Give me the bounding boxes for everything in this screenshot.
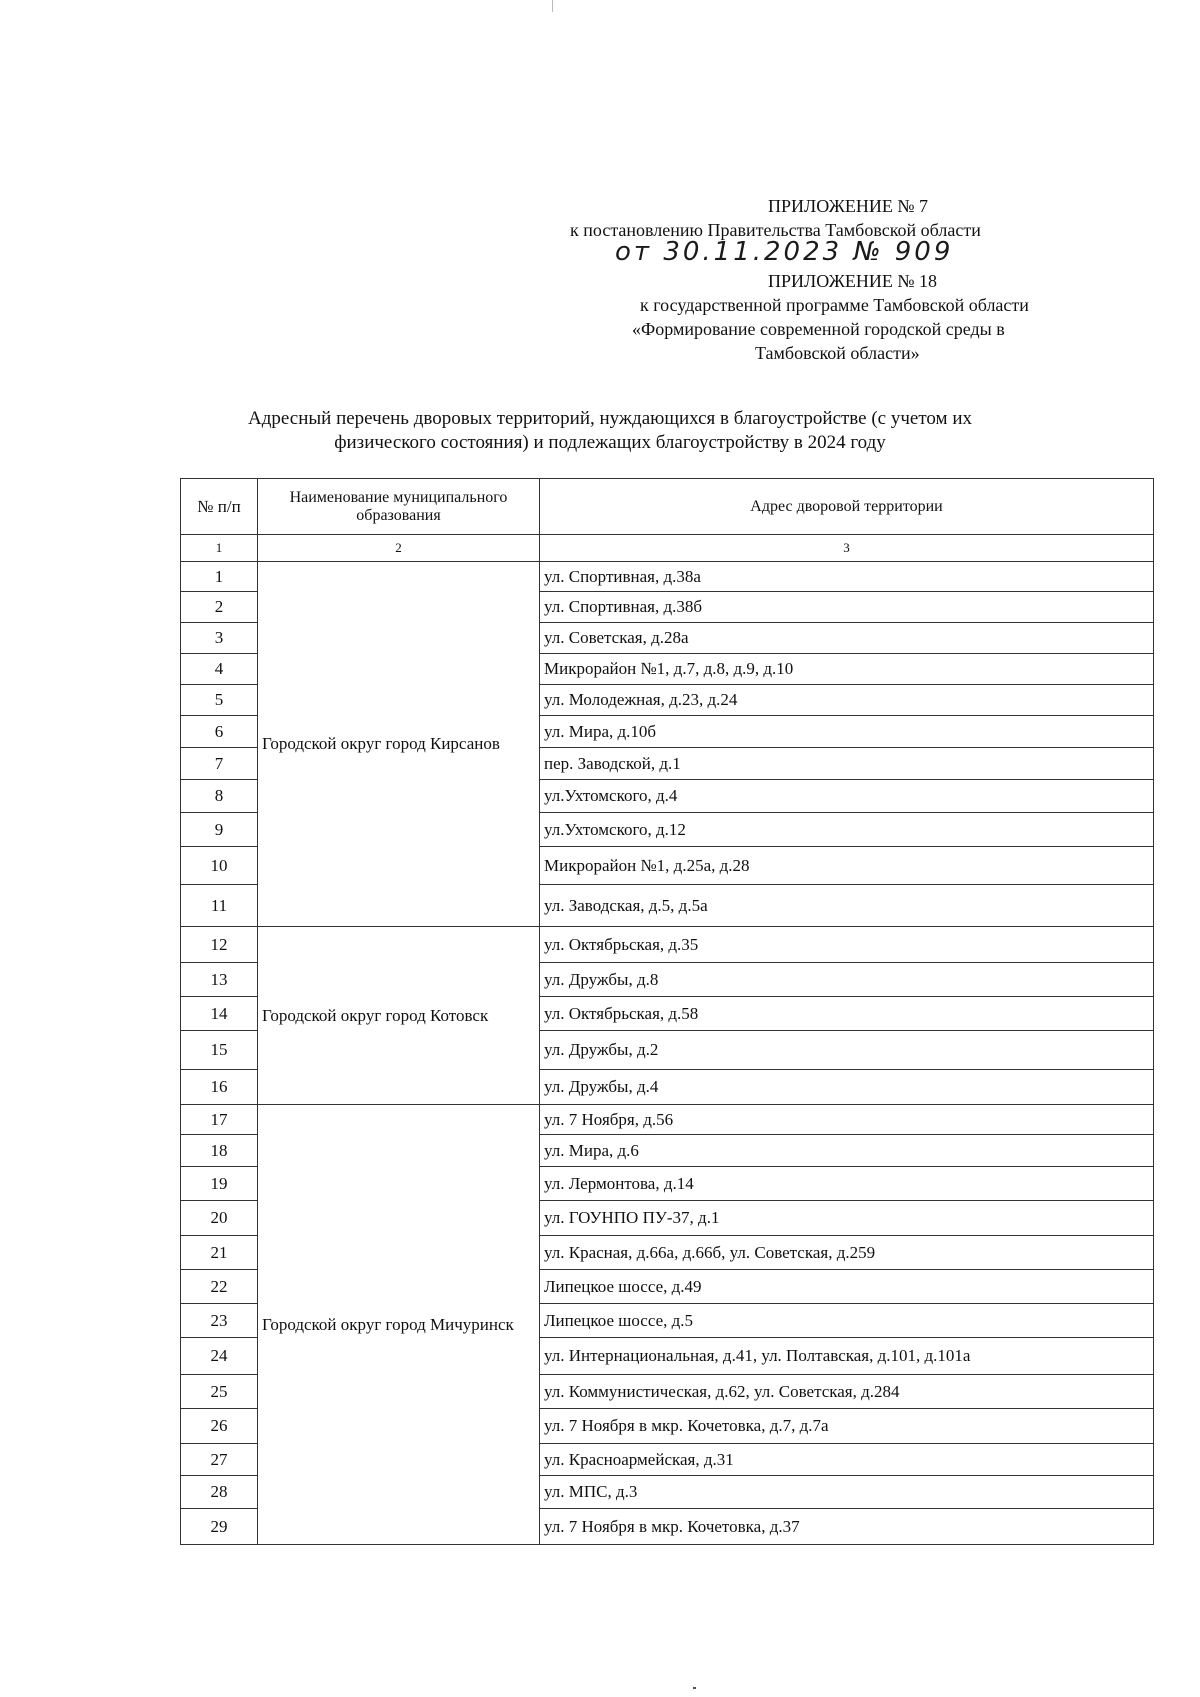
program-name-line1: «Формирование современной городской среды в (632, 319, 1005, 339)
table-header-row (181, 479, 1154, 535)
address-cell: ул. Красноармейская, д.31 (540, 1444, 1154, 1476)
document-title (180, 407, 1040, 455)
title-line2: физического состояния) и подлежащих благоустройству в 2024 году (334, 432, 886, 453)
row-number: 18 (181, 1135, 258, 1167)
row-number: 6 (181, 716, 258, 748)
address-cell: ул. Спортивная, д.38б (540, 592, 1154, 623)
row-number: 4 (181, 654, 258, 685)
column-number-3: 3 (540, 535, 1154, 562)
row-number: 20 (181, 1201, 258, 1236)
address-cell: ул. Дружбы, д.8 (540, 963, 1154, 997)
address-cell: ул. Коммунистическая, д.62, ул. Советская, д.284 (540, 1375, 1154, 1409)
row-number: 14 (181, 997, 258, 1031)
address-cell: ул. МПС, д.3 (540, 1476, 1154, 1509)
program-name-line2: Тамбовской области» (755, 343, 920, 363)
address-cell: Липецкое шоссе, д.49 (540, 1270, 1154, 1304)
address-cell: Липецкое шоссе, д.5 (540, 1304, 1154, 1338)
row-number: 17 (181, 1105, 258, 1135)
address-cell: ул. Октябрьская, д.58 (540, 997, 1154, 1031)
row-number: 25 (181, 1375, 258, 1409)
address-cell: ул.Ухтомского, д.12 (540, 813, 1154, 847)
address-cell: ул. 7 Ноября, д.56 (540, 1105, 1154, 1135)
address-cell: ул. Заводская, д.5, д.5а (540, 885, 1154, 927)
title-line1: Адресный перечень дворовых территорий, нуждающихся в благоустройстве (с учетом их (248, 408, 972, 429)
program-reference: к государственной программе Тамбовской области (640, 295, 1029, 315)
scan-dot (693, 1687, 696, 1689)
address-cell: ул. Советская, д.28а (540, 623, 1154, 654)
row-number: 28 (181, 1476, 258, 1509)
column-number-2: 2 (258, 535, 540, 562)
address-cell: ул. Интернациональная, д.41, ул. Полтавская, д.101, д.101а (540, 1338, 1154, 1375)
address-cell: ул. Октябрьская, д.35 (540, 927, 1154, 963)
table-row (181, 927, 1154, 963)
address-cell: ул. Дружбы, д.2 (540, 1031, 1154, 1070)
row-number: 29 (181, 1509, 258, 1545)
address-cell: ул. Спортивная, д.38а (540, 562, 1154, 592)
address-table (180, 478, 1154, 1545)
address-cell: ул.Ухтомского, д.4 (540, 780, 1154, 813)
column-number-1: 1 (181, 535, 258, 562)
municipality-name: Городской округ город Котовск (258, 927, 540, 1105)
row-number: 10 (181, 847, 258, 885)
row-number: 5 (181, 685, 258, 716)
address-cell: пер. Заводской, д.1 (540, 748, 1154, 780)
header-number: № п/п (181, 479, 258, 535)
address-cell: Микрорайон №1, д.25а, д.28 (540, 847, 1154, 885)
address-cell: ул. Мира, д.6 (540, 1135, 1154, 1167)
row-number: 23 (181, 1304, 258, 1338)
address-cell: ул. 7 Ноября в мкр. Кочетовка, д.7, д.7а (540, 1409, 1154, 1444)
row-number: 22 (181, 1270, 258, 1304)
table-body (181, 562, 1154, 1545)
municipality-name: Городской округ город Мичуринск (258, 1105, 540, 1545)
scan-mark (552, 0, 553, 12)
row-number: 16 (181, 1070, 258, 1105)
address-cell: ул. 7 Ноября в мкр. Кочетовка, д.37 (540, 1509, 1154, 1545)
row-number: 2 (181, 592, 258, 623)
row-number: 9 (181, 813, 258, 847)
row-number: 15 (181, 1031, 258, 1070)
address-cell: ул. Лермонтова, д.14 (540, 1167, 1154, 1201)
row-number: 12 (181, 927, 258, 963)
row-number: 24 (181, 1338, 258, 1375)
resolution-reference: к постановлению Правительства Тамбовской области (570, 220, 981, 240)
row-number: 26 (181, 1409, 258, 1444)
row-number: 8 (181, 780, 258, 813)
row-number: 21 (181, 1236, 258, 1270)
header-municipality: Наименование муниципального образования (258, 479, 540, 535)
address-cell: ул. Мира, д.10б (540, 716, 1154, 748)
municipality-name: Городской округ город Кирсанов (258, 562, 540, 927)
appendix-7-title: ПРИЛОЖЕНИЕ № 7 (768, 196, 929, 216)
row-number: 19 (181, 1167, 258, 1201)
address-cell: Микрорайон №1, д.7, д.8, д.9, д.10 (540, 654, 1154, 685)
address-cell: ул. Красная, д.66а, д.66б, ул. Советская, д.259 (540, 1236, 1154, 1270)
address-cell: ул. Дружбы, д.4 (540, 1070, 1154, 1105)
table-row (181, 1105, 1154, 1135)
appendix-18-title: ПРИЛОЖЕНИЕ № 18 (768, 271, 938, 291)
row-number: 1 (181, 562, 258, 592)
header-address: Адрес дворовой территории (540, 479, 1154, 535)
row-number: 27 (181, 1444, 258, 1476)
row-number: 7 (181, 748, 258, 780)
row-number: 13 (181, 963, 258, 997)
table-column-numbers-row (181, 535, 1154, 562)
table-row (181, 562, 1154, 592)
address-cell: ул. Молодежная, д.23, д.24 (540, 685, 1154, 716)
row-number: 11 (181, 885, 258, 927)
handwritten-date-number: от 30.11.2023 № 909 (615, 237, 954, 267)
address-cell: ул. ГОУНПО ПУ-37, д.1 (540, 1201, 1154, 1236)
row-number: 3 (181, 623, 258, 654)
